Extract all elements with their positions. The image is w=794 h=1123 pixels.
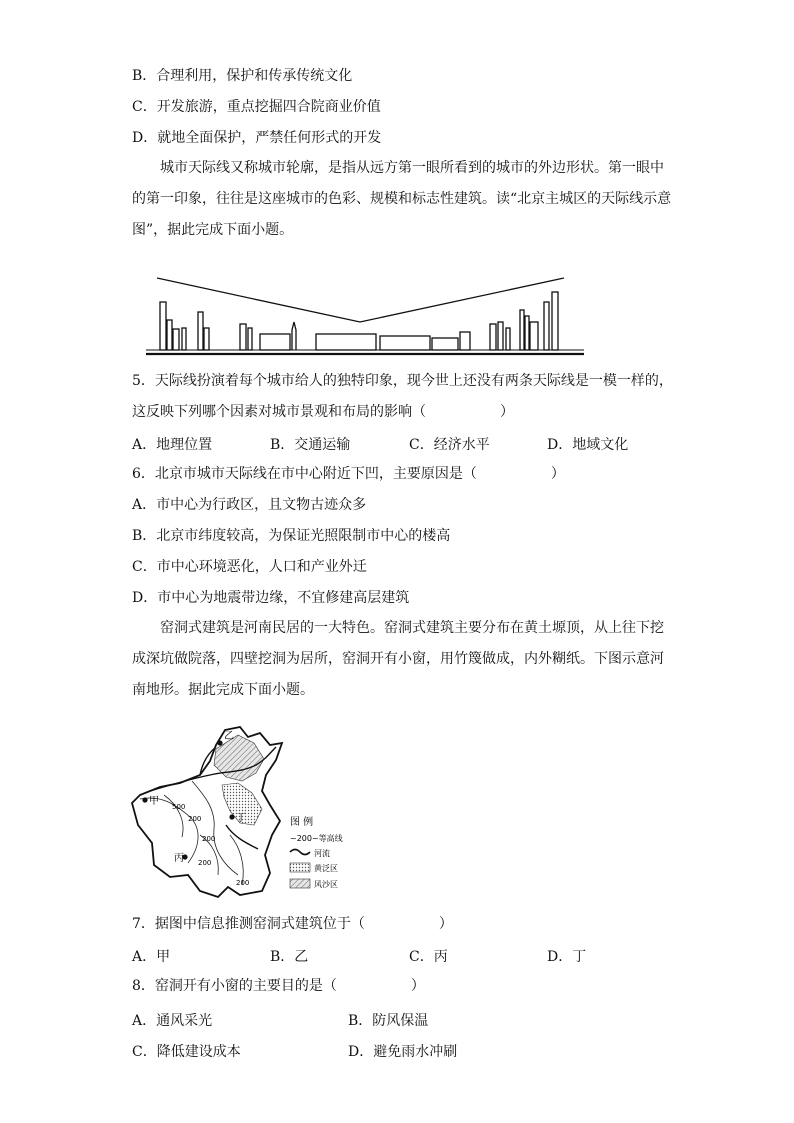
q8-option-d: D．避免雨水冲刷 (348, 1044, 458, 1060)
q5-option-c: C．经济水平 (409, 437, 490, 453)
point-ding-label: 丁 (236, 813, 246, 824)
contour-label: 500 (172, 803, 186, 811)
q6-stem (132, 465, 565, 483)
contour-label: 200 (202, 835, 216, 843)
contour-label: 200 (198, 859, 212, 867)
q7-option-d: D．丁 (547, 949, 587, 965)
q8-stem (132, 977, 425, 995)
q8-options-row1 (132, 1010, 552, 1028)
q5-option-b: B．交通运输 (270, 437, 351, 453)
q8-stem-text: 8．窑洞开有小窗的主要目的是（ (132, 978, 337, 994)
passage-skyline (132, 153, 672, 246)
point-jia-label: 甲 (149, 796, 159, 807)
point-jia-marker (142, 797, 147, 802)
q8-close-paren: ） (410, 978, 425, 994)
contour-label: 200 (188, 815, 202, 823)
point-yi-label: 乙 (224, 731, 234, 742)
q6-option-d: D．市中心为地震带边缘，不宜修建高层建筑 (132, 590, 410, 606)
q6-option-a: A．市中心为行政区，且文物古迹众多 (132, 497, 367, 513)
legend-fengsha-symbol (290, 879, 310, 888)
q8-option-a: A．通风采光 (132, 1013, 213, 1029)
q5-stem-line1: 5．天际线扮演着每个城市给人的独特印象，现今世上还没有两条天际线是一模一样的， (132, 373, 673, 389)
point-bing-label: 丙 (174, 853, 184, 864)
passage-yaodong (132, 613, 672, 706)
q7-option-a: A．甲 (132, 949, 171, 965)
legend-fengsha: 风沙区 (314, 880, 338, 889)
q7-option-c: C．丙 (409, 949, 448, 965)
legend-river: 河流 (314, 849, 330, 858)
q7-stem (132, 915, 453, 933)
skyline-figure (140, 272, 590, 362)
map-legend (290, 815, 343, 889)
q7-stem-text: 7．据图中信息推测窑洞式建筑位于（ (132, 916, 365, 932)
point-yi-marker (217, 740, 222, 745)
q6-stem-text: 6．北京市城市天际线在市中心附近下凹，主要原因是（ (132, 466, 477, 482)
q7-option-b: B．乙 (270, 949, 309, 965)
legend-river-symbol (290, 850, 310, 855)
q8-options-row2 (132, 1041, 552, 1059)
q8-option-c: C．降低建设成本 (132, 1044, 241, 1060)
q5-options (132, 434, 692, 452)
passage-skyline-text: 城市天际线又称城市轮廓，是指从远方第一眼所看到的城市的外边形状。第一眼中的第一印象，往往是这座城市的色彩、规模和标志性建筑。读“北京主城区的天际线示意图”，据此完成下面小题。 (132, 160, 672, 238)
legend-contour: ~200~等高线 (290, 834, 343, 843)
buildings-left (160, 302, 290, 350)
skyline-outline (157, 278, 564, 322)
legend-title: 图 例 (290, 817, 314, 828)
passage-yaodong-text: 窑洞式建筑是河南民居的一大特色。窑洞式建筑主要分布在黄土塬顶，从上往下挖成深坑做院落，四壁挖洞为居所，窑洞开有小窗，用竹篾做成，内外糊纸。下图示意河南地形。据此完成下面小题。 (132, 620, 664, 698)
buildings-center (292, 322, 470, 350)
q4-option-c: C．开发旅游，重点挖掘四合院商业价值 (132, 99, 381, 115)
q5-stem-text: 这反映下列哪个因素对城市景观和布局的影响（ (132, 404, 426, 420)
q5-option-a: A．地理位置 (132, 437, 213, 453)
legend-huangfan-symbol (290, 863, 310, 872)
henan-map (130, 725, 360, 905)
q4-option-b: B．合理利用，保护和传承传统文化 (132, 68, 353, 84)
contour-label: 200 (236, 879, 250, 887)
q5-stem-line2 (132, 403, 514, 421)
q7-options (132, 946, 692, 964)
q6-close-paren: ） (550, 466, 565, 482)
q4-option-d: D．就地全面保护，严禁任何形式的开发 (132, 130, 382, 146)
q6-option-b: B．北京市纬度较高，为保证光照限制市中心的楼高 (132, 528, 451, 544)
q5-option-d: D．地域文化 (547, 437, 629, 453)
q8-option-b: B．防风保温 (348, 1013, 429, 1029)
point-ding-marker (229, 814, 234, 819)
legend-huangfan: 黄泛区 (314, 864, 338, 873)
q5-close-paren: ） (500, 404, 514, 420)
buildings-right (490, 292, 558, 350)
q7-close-paren: ） (438, 916, 453, 932)
q6-option-c: C．市中心环境恶化，人口和产业外迁 (132, 559, 367, 575)
